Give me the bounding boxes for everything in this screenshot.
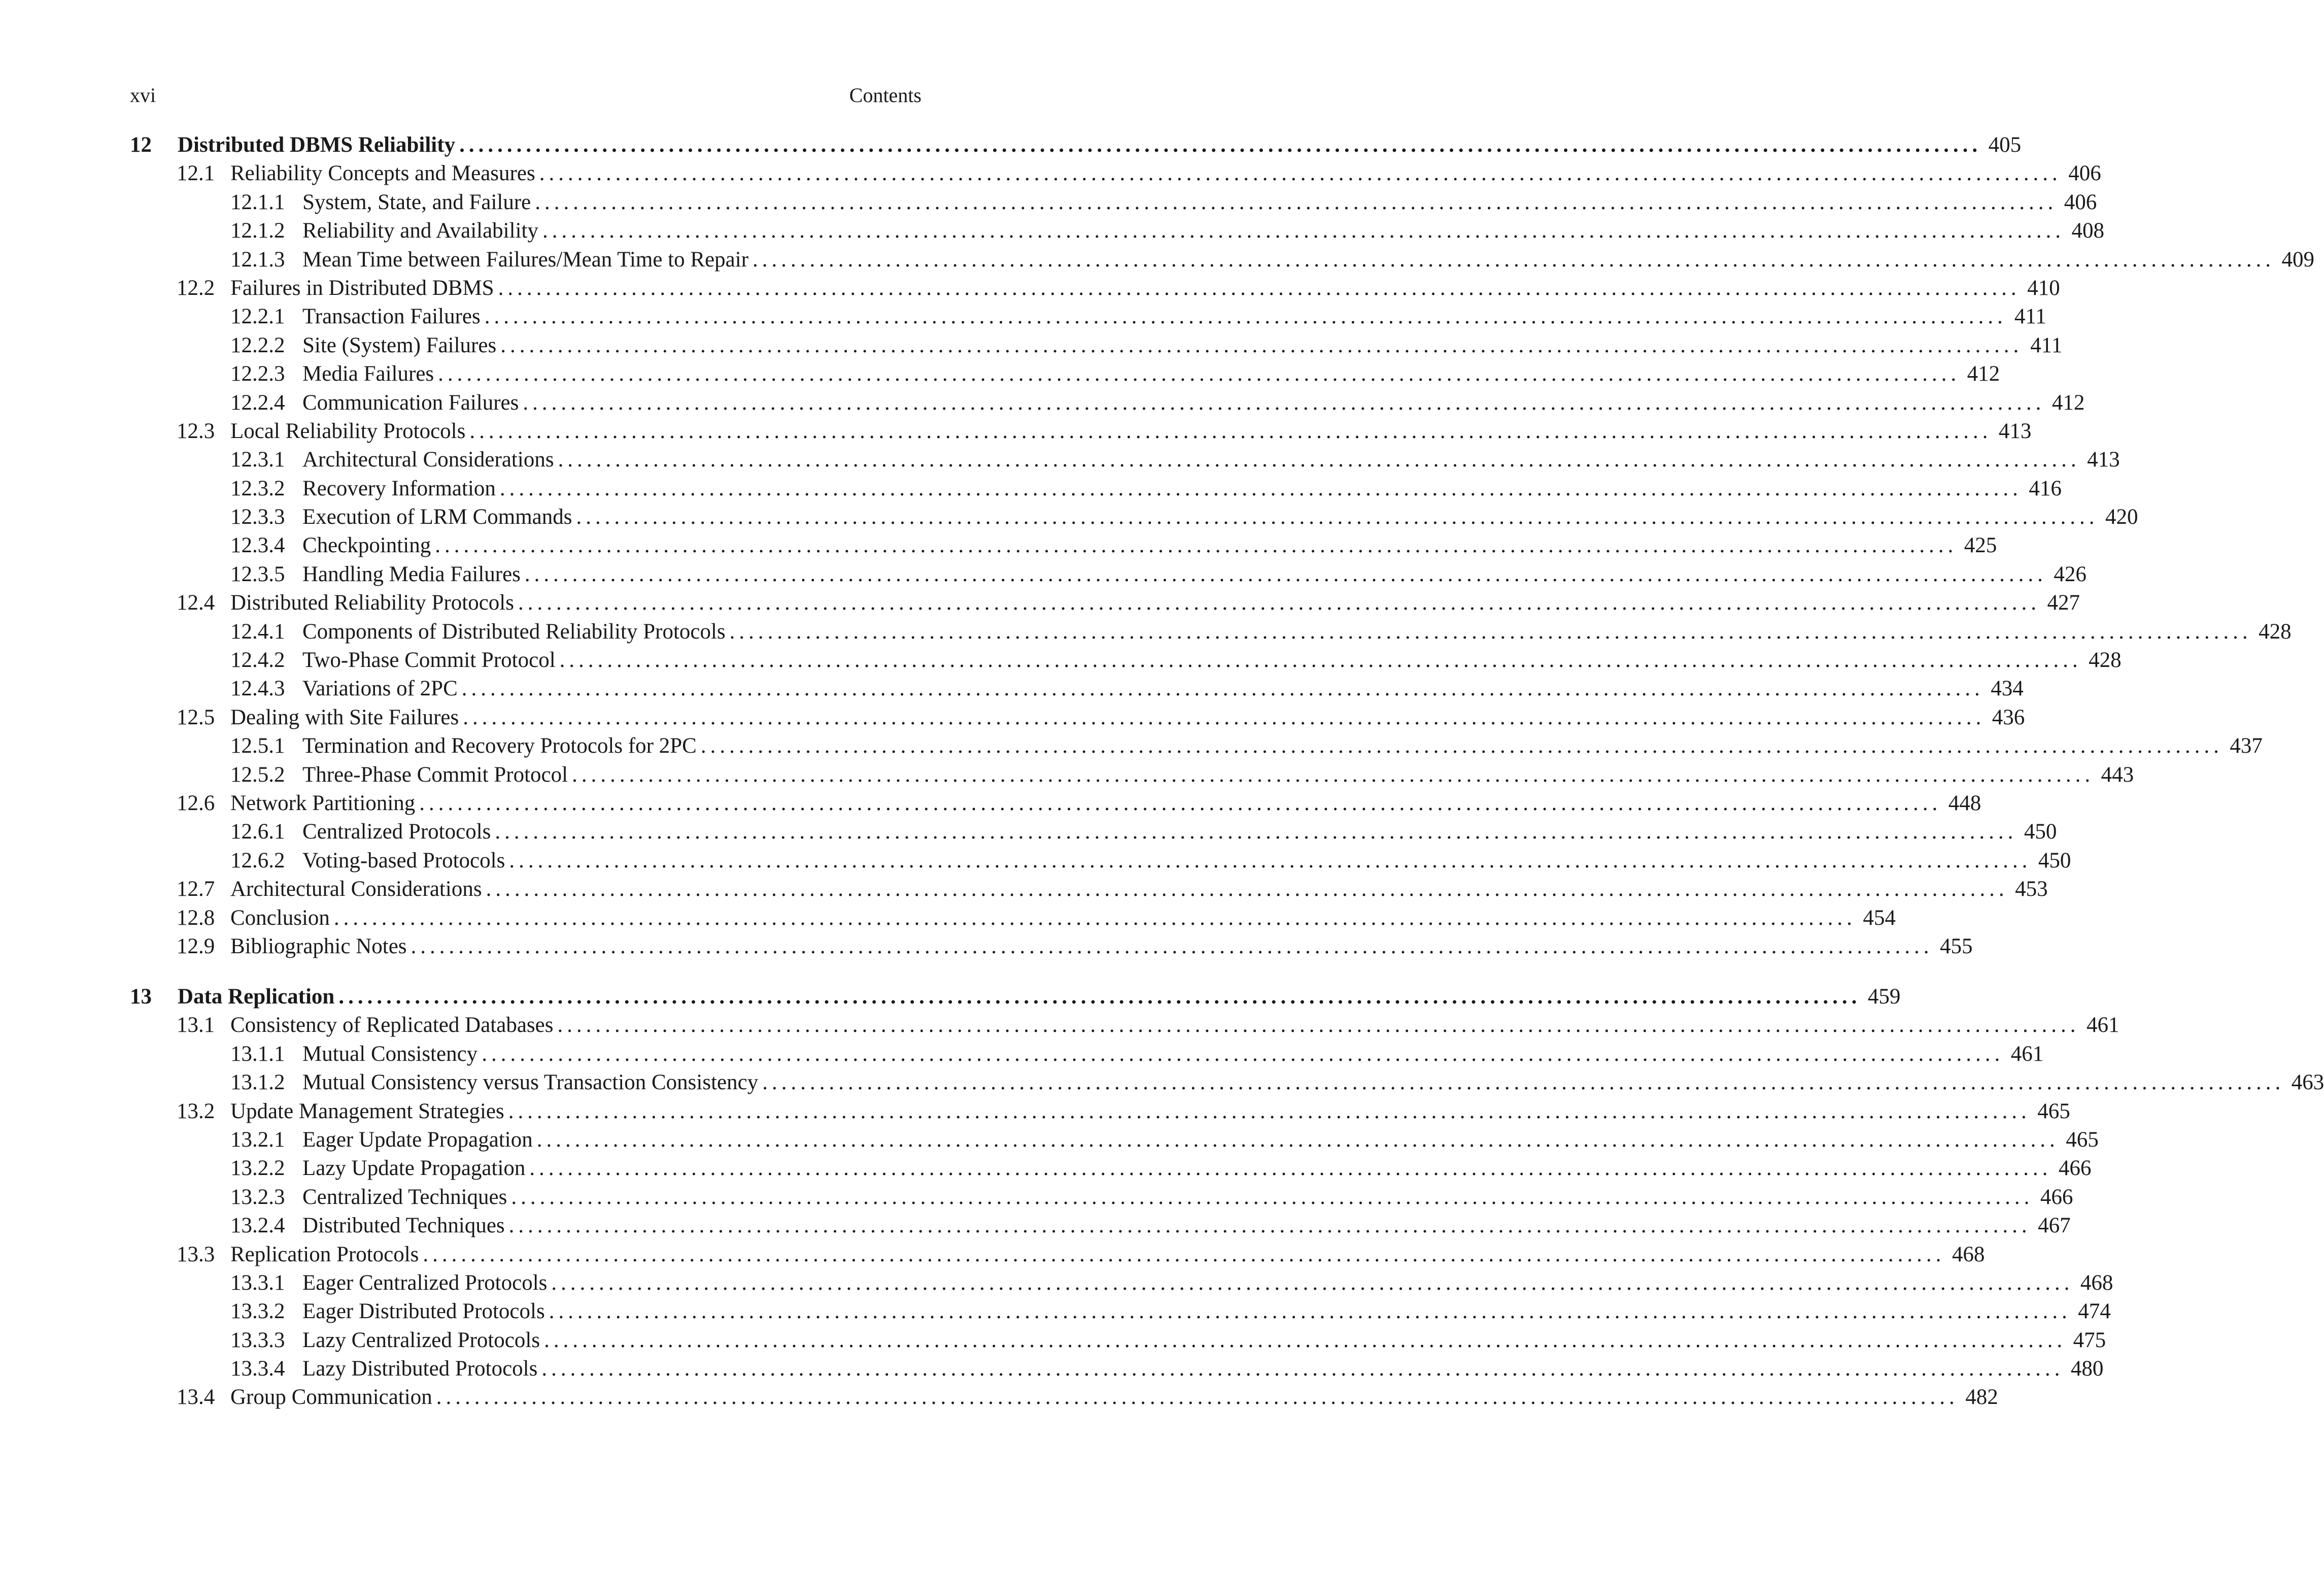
toc-page-number: 420 (2105, 505, 2138, 529)
toc-entry (302, 1068, 2324, 1097)
toc-entry (302, 1269, 2113, 1297)
toc-page-number: 412 (2052, 390, 2085, 415)
toc-entry-number: 12.9 (177, 934, 215, 958)
dot-leader: ................................................................................................................................................................ (509, 848, 2032, 873)
dot-leader: ................................................................................................................................................................ (529, 1156, 2052, 1181)
toc-page-number: 448 (1948, 791, 1981, 815)
dot-leader: ................................................................................................................................................................ (333, 906, 1856, 930)
toc-entry-number: 12.3.1 (230, 448, 285, 472)
toc-subsection-row[interactable] (130, 246, 2315, 274)
toc-entry-number: 13.4 (177, 1385, 215, 1410)
toc-entry (302, 1326, 2106, 1355)
dot-leader: ................................................................................................................................................................ (436, 1385, 1959, 1410)
toc-entry-title: Voting-based Protocols (302, 847, 509, 875)
running-head (130, 81, 921, 110)
toc-entry-title: Architectural Considerations (230, 875, 486, 903)
toc-section-row[interactable] (130, 1383, 1998, 1412)
toc-entry-number: 12.4 (177, 591, 215, 615)
toc-section-row[interactable] (130, 1011, 2120, 1040)
toc-entry (230, 589, 2080, 617)
dot-leader: ................................................................................................................................................................ (557, 1013, 2080, 1037)
toc-entry-title: Execution of LRM Commands (302, 503, 576, 531)
toc-page-number: 436 (1992, 705, 2025, 729)
dot-leader: ................................................................................................................................................................ (438, 362, 1961, 386)
toc-entry (302, 475, 2062, 503)
toc-entry-number: 12.2.2 (230, 333, 285, 357)
toc-entry-number: 12.5 (177, 705, 215, 729)
toc-page-number: 465 (2037, 1099, 2070, 1123)
toc-chapter-12 (130, 131, 2315, 961)
toc-chapter-row[interactable] (130, 131, 2022, 159)
toc-entry-title: Data Replication (178, 983, 338, 1011)
toc-entry (302, 303, 2046, 331)
toc-entry (302, 646, 2122, 675)
toc-entry-number: 12.1.2 (230, 219, 285, 243)
toc-entry (230, 932, 1973, 961)
toc-section-row[interactable] (130, 789, 1981, 818)
toc-entry-title: Reliability Concepts and Measures (230, 159, 539, 188)
toc-entry-title: Local Reliability Protocols (230, 417, 469, 446)
toc-page-number: 413 (1998, 419, 2032, 443)
toc-entry-number: 12.5.2 (230, 762, 285, 787)
toc-subsection-row[interactable] (130, 446, 2120, 474)
toc-entry-title: Three-Phase Commit Protocol (302, 761, 572, 789)
toc-entry (302, 1297, 2111, 1326)
toc-entry (230, 904, 1896, 932)
toc-entry-number: 13.2.3 (230, 1185, 285, 1209)
dot-leader: ................................................................................................................................................................ (549, 1299, 2071, 1324)
toc-entry-title: Group Communication (230, 1383, 436, 1412)
dot-leader: ................................................................................................................................................................ (762, 1070, 2285, 1095)
toc-page-number: 450 (2024, 820, 2057, 844)
dot-leader: ................................................................................................................................................................ (518, 591, 2040, 615)
toc-entry-number: 12.3.4 (230, 533, 285, 558)
toc-entry (302, 331, 2063, 360)
toc-entry-number: 12.1.3 (230, 247, 285, 272)
toc-subsection-row[interactable] (130, 217, 2104, 245)
toc-entry-title: Mean Time between Failures/Mean Time to Repair (302, 246, 753, 274)
toc-page-number: 455 (1940, 934, 1973, 958)
toc-entry (302, 847, 2071, 875)
toc-entry-number: 12.3.2 (230, 476, 285, 500)
toc-page-number: 463 (2291, 1070, 2324, 1095)
toc-entry (230, 1011, 2120, 1040)
toc-entry (302, 618, 2292, 646)
dot-leader: ................................................................................................................................................................ (572, 762, 2095, 787)
toc-entry-title: Two-Phase Commit Protocol (302, 646, 560, 675)
toc-entry-number: 12.2 (177, 276, 215, 300)
toc-entry (302, 246, 2315, 274)
toc-entry (302, 675, 2024, 703)
toc-entry-number: 12.7 (177, 877, 215, 901)
toc-entry (302, 217, 2104, 245)
toc-subsection-row[interactable] (130, 618, 2292, 646)
toc-page-number: 411 (2014, 305, 2046, 329)
toc-entry-title: Centralized Techniques (302, 1183, 511, 1212)
toc-entry (230, 1383, 1998, 1412)
dot-leader: ................................................................................................................................................................ (508, 1214, 2031, 1238)
toc-entry-number: 12.2.1 (230, 305, 285, 329)
toc-entry (230, 875, 2048, 903)
toc-subsection-row[interactable] (130, 818, 2057, 846)
toc-page-number: 443 (2101, 762, 2134, 787)
dot-leader: ................................................................................................................................................................ (551, 1270, 2074, 1295)
toc-subsection-row[interactable] (130, 188, 2097, 217)
toc-subsection-row[interactable] (130, 531, 1997, 560)
toc-page-number: 405 (1988, 133, 2022, 157)
toc-entry-number: 13.1.1 (230, 1042, 285, 1066)
toc-entry-number: 12.2.3 (230, 362, 285, 386)
toc-entry-number: 12.3.3 (230, 505, 285, 529)
dot-leader: ................................................................................................................................................................ (544, 1328, 2067, 1352)
toc-entry-title: Lazy Update Propagation (302, 1154, 529, 1183)
toc-page-number: 409 (2281, 247, 2315, 272)
toc-page-number: 474 (2078, 1299, 2111, 1324)
toc-page-number: 468 (2080, 1270, 2113, 1295)
dot-leader: ................................................................................................................................................................ (495, 820, 2018, 844)
dot-leader: ................................................................................................................................................................ (463, 705, 1986, 729)
toc-subsection-row[interactable] (130, 389, 2085, 417)
toc-entry (230, 1240, 1985, 1269)
toc-entry-number: 12 (130, 133, 152, 157)
toc-entry (230, 274, 2060, 303)
running-title: Contents (849, 84, 921, 107)
toc-entry-number: 13.3.2 (230, 1299, 285, 1324)
toc-entry-number: 12.1.1 (230, 190, 285, 214)
toc-page-number: 427 (2047, 591, 2080, 615)
toc-entry-title: Eager Centralized Protocols (302, 1269, 551, 1297)
toc-page-number: 425 (1964, 533, 1997, 558)
toc-page-number: 428 (2259, 619, 2292, 644)
toc-subsection-row[interactable] (130, 847, 2071, 875)
toc-entry (178, 131, 2022, 159)
toc-page-number: 466 (2058, 1156, 2092, 1181)
dot-leader: ................................................................................................................................................................ (523, 390, 2045, 415)
toc-page-number: 412 (1967, 362, 2000, 386)
toc-entry-title: Network Partitioning (230, 789, 419, 818)
toc-entry (302, 1212, 2071, 1240)
toc-entry (302, 503, 2138, 531)
toc-entry (302, 732, 2263, 760)
toc-page-number: 461 (2086, 1013, 2120, 1037)
toc-entry-number: 12.8 (177, 906, 215, 930)
toc-page-number: 461 (2010, 1042, 2044, 1066)
toc-entry-number: 13.3 (177, 1242, 215, 1266)
toc-section-row[interactable] (130, 904, 1896, 932)
toc-entry (302, 188, 2097, 217)
dot-leader: ................................................................................................................................................................ (423, 1242, 1945, 1266)
toc-section-row[interactable] (130, 274, 2060, 303)
toc-entry-number: 13 (130, 985, 152, 1009)
dot-leader: ................................................................................................................................................................ (535, 190, 2058, 214)
toc-entry (302, 360, 2000, 388)
toc-entry-number: 12.4.1 (230, 619, 285, 644)
toc-entry-title: Media Failures (302, 360, 438, 388)
toc-entry-title: Transaction Failures (302, 303, 485, 331)
dot-leader: ................................................................................................................................................................ (469, 419, 1992, 443)
toc-entry-title: Distributed Techniques (302, 1212, 509, 1240)
dot-leader: ................................................................................................................................................................ (419, 791, 1942, 815)
toc-subsection-row[interactable] (130, 1212, 2071, 1240)
toc-entry-number: 13.2.1 (230, 1127, 285, 1152)
toc-subsection-row[interactable] (130, 303, 2046, 331)
toc-entry-title: Components of Distributed Reliability Protocols (302, 618, 730, 646)
toc-page-number: 465 (2066, 1127, 2099, 1152)
toc-entry-number: 13.3.4 (230, 1357, 285, 1381)
toc-entry-number: 13.1.2 (230, 1070, 285, 1095)
toc-section-row[interactable] (130, 589, 2080, 617)
toc-entry-number: 12.2.4 (230, 390, 285, 415)
toc-entry-number: 13.2 (177, 1099, 215, 1123)
toc-subsection-row[interactable] (130, 1154, 2092, 1183)
toc-entry-title: Variations of 2PC (302, 675, 462, 703)
toc-entry-title: Mutual Consistency (302, 1040, 482, 1068)
toc-page-number: 413 (2087, 448, 2120, 472)
toc-entry-number: 12.3 (177, 419, 215, 443)
toc-entry-number: 13.3.3 (230, 1328, 285, 1352)
toc-page-number: 406 (2064, 190, 2097, 214)
dot-leader: ................................................................................................................................................................ (486, 877, 2008, 901)
dot-leader: ................................................................................................................................................................ (539, 161, 2062, 186)
toc-subsection-row[interactable] (130, 732, 2263, 760)
toc-subsection-row[interactable] (130, 360, 2000, 388)
toc-entry-title: Checkpointing (302, 531, 435, 560)
toc-entry (302, 818, 2057, 846)
toc-entry-title: Eager Distributed Protocols (302, 1297, 549, 1326)
toc-chapter-row[interactable] (130, 983, 1901, 1011)
toc-entry-title: Dealing with Site Failures (230, 703, 463, 732)
toc-entry-title: Termination and Recovery Protocols for 2PC (302, 732, 701, 760)
toc-entry-title: Architectural Considerations (302, 446, 558, 474)
toc-entry-title: Recovery Information (302, 475, 500, 503)
toc-entry (302, 1040, 2044, 1068)
toc-chapter-13 (130, 983, 2324, 1412)
toc-subsection-row[interactable] (130, 761, 2134, 789)
toc-entry (230, 159, 2101, 188)
dot-leader: ................................................................................................................................................................ (498, 276, 2021, 300)
dot-leader: ................................................................................................................................................................ (576, 505, 2099, 529)
toc-entry (302, 1154, 2092, 1183)
dot-leader: ................................................................................................................................................................ (729, 619, 2252, 644)
toc-entry-title: Conclusion (230, 904, 334, 932)
toc-page-number: 428 (2089, 648, 2122, 673)
toc-entry-title: Handling Media Failures (302, 560, 525, 589)
toc-section-row[interactable] (130, 703, 2025, 732)
toc-entry (302, 389, 2085, 417)
toc-entry (230, 417, 2032, 446)
toc-entry (302, 1126, 2099, 1154)
toc-entry-title: Centralized Protocols (302, 818, 495, 846)
toc-subsection-row[interactable] (130, 331, 2063, 360)
toc-entry-title: Communication Failures (302, 389, 523, 417)
toc-page-number: 466 (2040, 1185, 2073, 1209)
toc-entry-title: Reliability and Availability (302, 217, 542, 245)
toc-entry-title: Lazy Distributed Protocols (302, 1355, 541, 1383)
toc-entry-number: 13.1 (177, 1013, 215, 1037)
toc-entry (302, 761, 2134, 789)
document-page (130, 0, 2324, 1576)
toc-page-number: 410 (2027, 276, 2060, 300)
toc-page-number: 416 (2029, 476, 2062, 500)
toc-page-number: 453 (2015, 877, 2048, 901)
toc-section-row[interactable] (130, 159, 2101, 188)
dot-leader: ................................................................................................................................................................ (500, 333, 2023, 357)
toc-entry (178, 983, 1901, 1011)
toc-section-row[interactable] (130, 1097, 2070, 1126)
toc-entry-number: 12.4.3 (230, 677, 285, 701)
dot-leader: ................................................................................................................................................................ (700, 734, 2223, 758)
toc-subsection-row[interactable] (130, 475, 2062, 503)
toc-page-number: 475 (2073, 1328, 2106, 1352)
page-number: xvi (130, 84, 156, 107)
dot-leader: ................................................................................................................................................................ (542, 219, 2065, 243)
toc-page-number: 408 (2071, 219, 2104, 243)
toc-page-number: 450 (2038, 848, 2071, 873)
toc-section-row[interactable] (130, 875, 2048, 903)
dot-leader: ................................................................................................................................................................ (411, 934, 1933, 958)
toc-entry (230, 703, 2025, 732)
toc-subsection-row[interactable] (130, 1326, 2106, 1355)
toc-entry-number: 13.2.4 (230, 1214, 285, 1238)
dot-leader: ................................................................................................................................................................ (499, 476, 2022, 500)
dot-leader: ................................................................................................................................................................ (541, 1357, 2064, 1381)
toc-subsection-row[interactable] (130, 1355, 2104, 1383)
toc-entry-number: 13.3.1 (230, 1270, 285, 1295)
toc-entry-title: Distributed Reliability Protocols (230, 589, 518, 617)
toc-entry-number: 12.4.2 (230, 648, 285, 673)
dot-leader: ................................................................................................................................................................ (435, 533, 1958, 558)
toc-entry (302, 1183, 2073, 1212)
toc-entry (302, 531, 1997, 560)
dot-leader: ................................................................................................................................................................ (508, 1099, 2031, 1123)
toc-entry-title: Site (System) Failures (302, 331, 500, 360)
toc-page-number: 467 (2038, 1214, 2071, 1238)
toc-section-row[interactable] (130, 932, 1973, 961)
toc-entry (302, 446, 2120, 474)
toc-entry-title: Mutual Consistency versus Transaction Consistency (302, 1068, 762, 1097)
toc-page-number: 459 (1867, 985, 1901, 1009)
dot-leader: ................................................................................................................................................................ (461, 677, 1984, 701)
toc-subsection-row[interactable] (130, 560, 2087, 589)
toc-entry-number: 13.2.2 (230, 1156, 285, 1181)
toc-section-row[interactable] (130, 417, 2032, 446)
toc-page-number: 482 (1965, 1385, 1998, 1410)
toc-subsection-row[interactable] (130, 1068, 2324, 1097)
toc-entry-number: 12.6.1 (230, 820, 285, 844)
dot-leader: ................................................................................................................................................................ (524, 562, 2047, 586)
toc-entry (230, 1097, 2070, 1126)
toc-subsection-row[interactable] (130, 675, 2024, 703)
toc-entry-title: Bibliographic Notes (230, 932, 411, 961)
toc-page-number: 468 (1952, 1242, 1985, 1266)
toc-entry-number: 12.6 (177, 791, 215, 815)
dot-leader: ................................................................................................................................................................ (459, 133, 1982, 157)
toc-subsection-row[interactable] (130, 1297, 2111, 1326)
dot-leader: ................................................................................................................................................................ (536, 1127, 2059, 1152)
toc-entry-title: Distributed DBMS Reliability (178, 131, 459, 159)
toc-entry-title: Lazy Centralized Protocols (302, 1326, 544, 1355)
toc-entry-title: Update Management Strategies (230, 1097, 508, 1126)
toc-entry-title: Replication Protocols (230, 1240, 423, 1269)
dot-leader: ................................................................................................................................................................ (511, 1185, 2034, 1209)
dot-leader: ................................................................................................................................................................ (558, 448, 2080, 472)
toc-subsection-row[interactable] (130, 646, 2122, 675)
toc-entry-number: 12.3.5 (230, 562, 285, 586)
toc-page-number: 411 (2030, 333, 2063, 357)
dot-leader: ................................................................................................................................................................ (753, 247, 2275, 272)
toc-subsection-row[interactable] (130, 1269, 2113, 1297)
toc-page-number: 437 (2230, 734, 2263, 758)
toc-section-row[interactable] (130, 1240, 1985, 1269)
dot-leader: ................................................................................................................................................................ (559, 648, 2082, 673)
toc-page-number: 480 (2070, 1357, 2104, 1381)
toc-entry (302, 560, 2087, 589)
toc-entry-title: Eager Update Propagation (302, 1126, 537, 1154)
dot-leader: ................................................................................................................................................................ (484, 305, 2007, 329)
toc-page-number: 426 (2054, 562, 2087, 586)
toc-subsection-row[interactable] (130, 1183, 2073, 1212)
dot-leader: ................................................................................................................................................................ (338, 985, 1861, 1009)
toc-entry-title: Failures in Distributed DBMS (230, 274, 498, 303)
toc-page-number: 406 (2068, 161, 2101, 186)
toc-entry (230, 789, 1981, 818)
toc-subsection-row[interactable] (130, 1126, 2099, 1154)
toc-entry-title: System, State, and Failure (302, 188, 535, 217)
toc-entry-title: Consistency of Replicated Databases (230, 1011, 557, 1040)
toc-entry-number: 12.1 (177, 161, 215, 186)
toc-entry (302, 1355, 2104, 1383)
toc-page-number: 434 (1991, 677, 2024, 701)
toc-entry-number: 12.5.1 (230, 734, 285, 758)
toc-page-number: 454 (1863, 906, 1896, 930)
toc-subsection-row[interactable] (130, 503, 2138, 531)
toc-entry-number: 12.6.2 (230, 848, 285, 873)
dot-leader: ................................................................................................................................................................ (482, 1042, 2004, 1066)
toc-subsection-row[interactable] (130, 1040, 2044, 1068)
